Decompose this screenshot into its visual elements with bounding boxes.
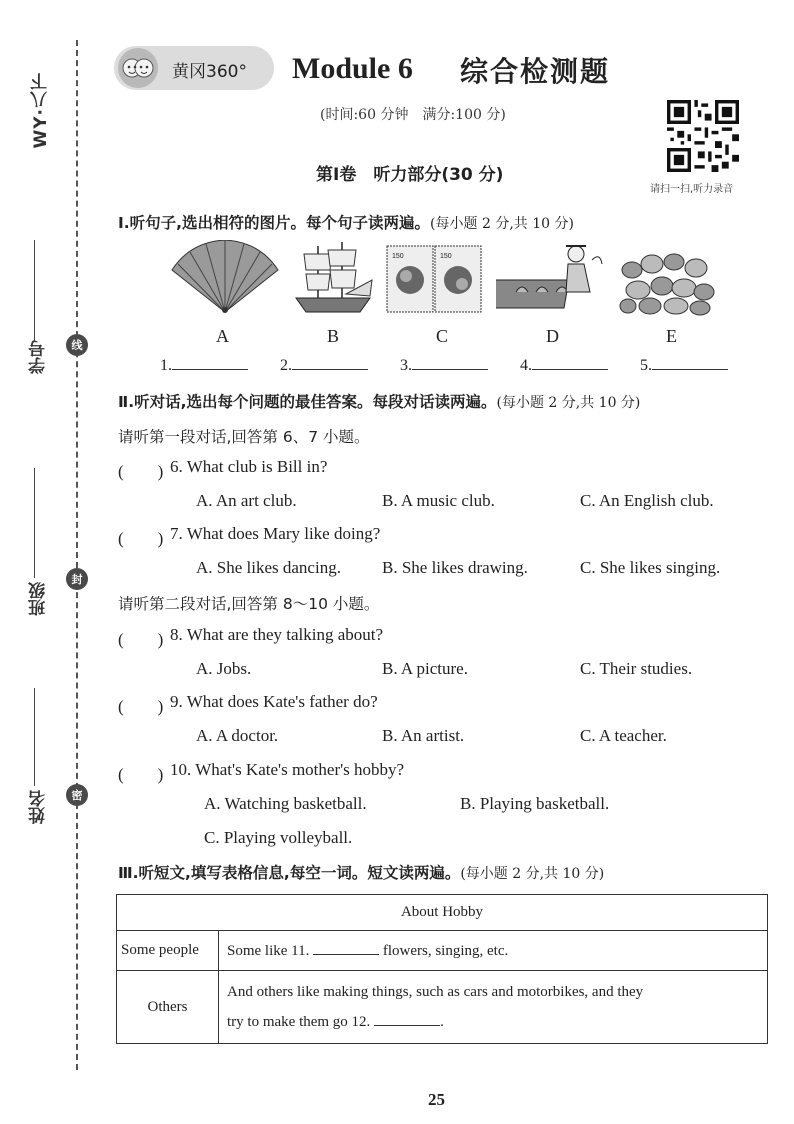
cell-text-pre: try to make them go 12. bbox=[227, 1014, 371, 1030]
picture-label-e: E bbox=[666, 326, 677, 346]
name-field[interactable] bbox=[34, 688, 35, 786]
table-blank-12[interactable] bbox=[374, 1012, 440, 1026]
option-6a: A. An art club. bbox=[196, 491, 297, 510]
table-title: About Hobby bbox=[117, 895, 768, 931]
cell-line-2 bbox=[227, 1007, 759, 1037]
question-6: 6. What club is Bill in? bbox=[170, 457, 328, 476]
test-title: 综合检测题 bbox=[460, 55, 611, 88]
cell-text-pre: Some like 11. bbox=[227, 943, 310, 959]
option-8b: B. A picture. bbox=[382, 659, 468, 678]
answer-blank-2[interactable] bbox=[280, 356, 368, 375]
option-9b: B. An artist. bbox=[382, 726, 465, 745]
option-7c: C. She likes singing. bbox=[580, 558, 721, 577]
option-10a: A. Watching basketball. bbox=[204, 794, 367, 813]
field-label-class: 班级 bbox=[29, 582, 49, 616]
dialogue1-intro: 请听第一段对话,回答第 6、7 小题。 bbox=[118, 428, 370, 446]
answer-blank-1[interactable] bbox=[160, 356, 248, 375]
blank-number: 3. bbox=[400, 357, 412, 374]
option-9c: C. A teacher. bbox=[580, 726, 667, 745]
picture-label-b: B bbox=[327, 326, 340, 346]
table-row-head-others: Others bbox=[117, 971, 219, 1044]
stamps-icon bbox=[386, 240, 482, 316]
option-9a: A. A doctor. bbox=[196, 726, 279, 745]
option-6c: C. An English club. bbox=[580, 491, 714, 510]
answer-paren-8[interactable]: ( ) bbox=[118, 630, 164, 649]
option-10c: C. Playing volleyball. bbox=[204, 828, 353, 847]
fan-icon bbox=[170, 240, 280, 316]
picture-label-c: C bbox=[436, 326, 449, 346]
field-label-name: 姓名 bbox=[29, 790, 49, 824]
option-7b: B. She likes drawing. bbox=[382, 558, 528, 577]
question-8: 8. What are they talking about? bbox=[170, 625, 384, 644]
seal-line: 线 bbox=[66, 334, 88, 356]
table-blank-11[interactable] bbox=[313, 941, 379, 955]
option-7a: A. She likes dancing. bbox=[196, 558, 341, 577]
table-cell-others bbox=[219, 971, 768, 1044]
cell-line-1: And others like making things, such as cars and motorbikes, and they bbox=[227, 984, 644, 1000]
svg-text:150: 150 bbox=[440, 253, 452, 260]
module-title: Module 6 bbox=[292, 52, 413, 85]
section1-heading-text: Ⅰ.听句子,选出相符的图片。每个句子读两遍。 bbox=[118, 214, 431, 232]
student-id-field[interactable] bbox=[34, 240, 35, 340]
answer-paren-10[interactable]: ( ) bbox=[118, 765, 164, 784]
qr-code-icon[interactable] bbox=[667, 100, 739, 172]
blank-number: 1. bbox=[160, 357, 172, 374]
section2-heading bbox=[118, 390, 640, 412]
gardener-icon bbox=[496, 240, 606, 316]
seal-secret: 密 bbox=[66, 784, 88, 806]
option-8c: C. Their studies. bbox=[580, 659, 693, 678]
option-10b: B. Playing basketball. bbox=[460, 794, 610, 813]
section2-heading-text: Ⅱ.听对话,选出每个问题的最佳答案。每段对话读两遍。 bbox=[118, 393, 497, 411]
section3-heading-text: Ⅲ.听短文,填写表格信息,每空一词。短文读两遍。 bbox=[118, 864, 461, 882]
cut-line bbox=[76, 40, 78, 1070]
picture-label-a: A bbox=[216, 326, 229, 346]
section3-note: (每小题 2 分,共 10 分) bbox=[460, 866, 605, 882]
table-cell-some-like bbox=[219, 931, 768, 971]
answer-blank-5[interactable] bbox=[640, 356, 728, 375]
dialogue2-intro: 请听第二段对话,回答第 8～10 小题。 bbox=[118, 595, 380, 613]
picture-label-d: D bbox=[546, 326, 559, 346]
answer-paren-6[interactable]: ( ) bbox=[118, 462, 164, 481]
field-label-student-id: 学号 bbox=[29, 340, 49, 374]
qr-caption: 请扫一扫,听力录音 bbox=[650, 184, 734, 195]
question-9: 9. What does Kate's father do? bbox=[170, 692, 378, 711]
question-10: 10. What's Kate's mother's hobby? bbox=[170, 760, 405, 779]
series-tag: WY·八下 bbox=[31, 72, 51, 149]
class-field[interactable] bbox=[34, 468, 35, 578]
option-6b: B. A music club. bbox=[382, 491, 495, 510]
blank-number: 2. bbox=[280, 357, 292, 374]
blank-number: 5. bbox=[640, 357, 652, 374]
page-number: 25 bbox=[428, 1090, 445, 1109]
hobby-table bbox=[116, 894, 768, 1044]
question-7: 7. What does Mary like doing? bbox=[170, 524, 381, 543]
coins-icon bbox=[618, 240, 716, 316]
cell-text-post: . bbox=[440, 1014, 444, 1030]
seal-seal: 封 bbox=[66, 568, 88, 590]
answer-blanks-row bbox=[160, 356, 756, 375]
answer-paren-9[interactable]: ( ) bbox=[118, 697, 164, 716]
cell-text-post: flowers, singing, etc. bbox=[382, 943, 509, 959]
option-8a: A. Jobs. bbox=[196, 659, 252, 678]
sailing-ship-icon bbox=[290, 240, 376, 316]
table-row-head-some-people: Some people bbox=[117, 931, 219, 971]
part-title: 第Ⅰ卷 听力部分(30 分) bbox=[316, 165, 504, 185]
section3-heading bbox=[118, 861, 604, 883]
brand-badge bbox=[114, 46, 274, 90]
mascot-logo-icon bbox=[118, 48, 158, 88]
answer-blank-4[interactable] bbox=[520, 356, 608, 375]
section2-note: (每小题 2 分,共 10 分) bbox=[496, 395, 641, 411]
answer-paren-7[interactable]: ( ) bbox=[118, 529, 164, 548]
svg-text:150: 150 bbox=[392, 253, 404, 260]
binding-margin bbox=[0, 0, 100, 1124]
section1-heading bbox=[118, 211, 574, 233]
time-info: (时间:60 分钟 满分:100 分) bbox=[320, 107, 506, 123]
blank-number: 4. bbox=[520, 357, 532, 374]
section1-note: (每小题 2 分,共 10 分) bbox=[430, 216, 574, 232]
brand-name: 黄冈360° bbox=[172, 62, 247, 82]
answer-blank-3[interactable] bbox=[400, 356, 488, 375]
